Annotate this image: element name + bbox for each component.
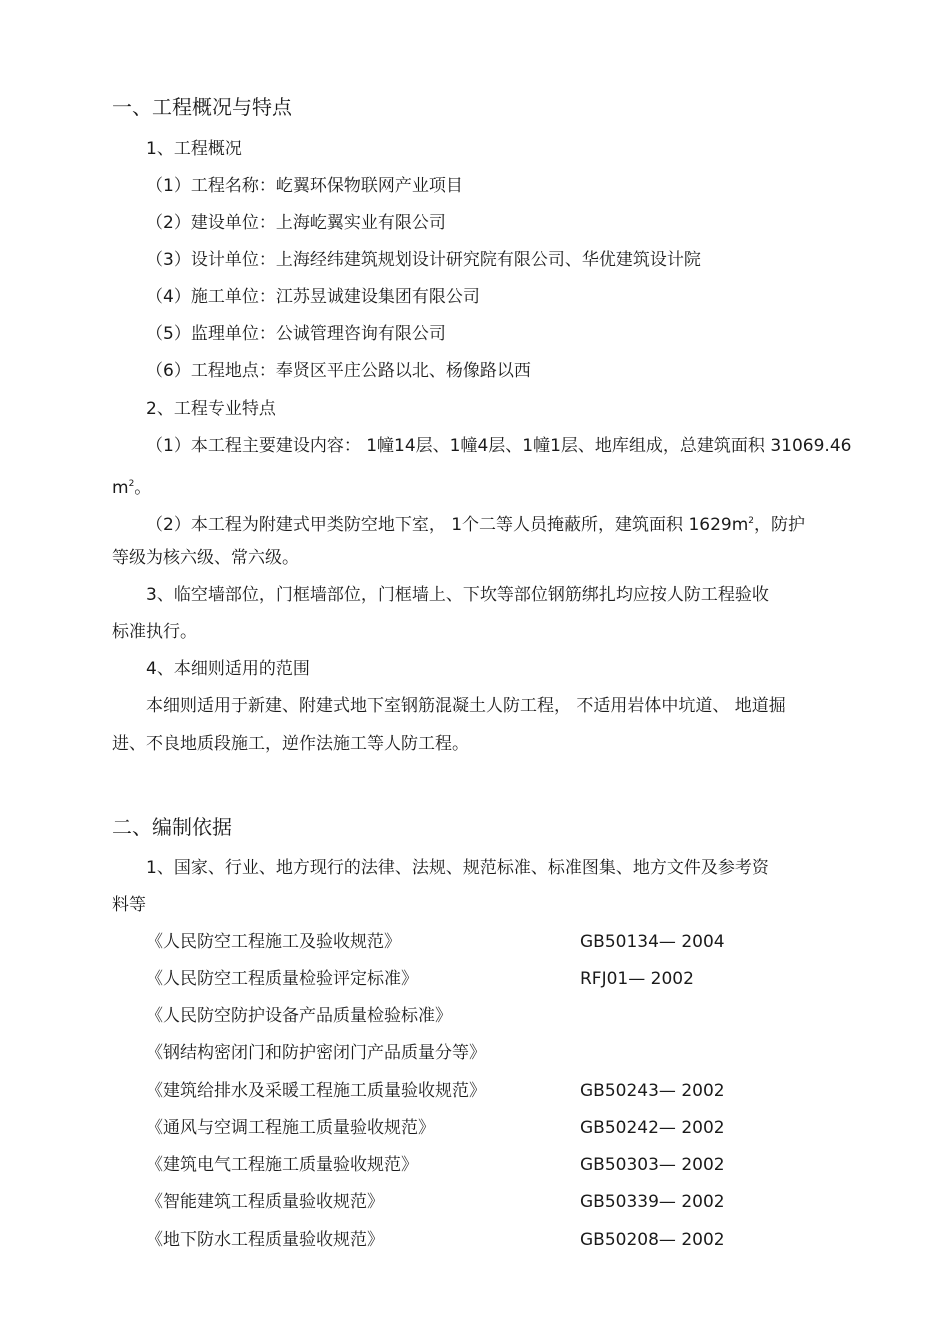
standard-code: GB50134— 2004 bbox=[580, 932, 725, 952]
area-unit-superscript: 2 bbox=[128, 479, 135, 489]
shelter-paragraph-line-1 bbox=[146, 510, 805, 536]
shelter-text-end: ，防护 bbox=[754, 515, 805, 535]
standard-name: 《通风与空调工程施工质量验收规范》 bbox=[146, 1118, 435, 1138]
subsection-3-line-2: 标准执行。 bbox=[112, 622, 197, 642]
section-1-title: 一、工程概况与特点 bbox=[112, 95, 292, 119]
standard-code: GB50303— 2002 bbox=[580, 1155, 725, 1175]
scope-paragraph-line-2: 进、不良地质段施工，逆作法施工等人防工程。 bbox=[112, 734, 469, 754]
section-2-title: 二、编制依据 bbox=[112, 815, 232, 839]
standard-name: 《人民防空工程施工及验收规范》 bbox=[146, 932, 401, 952]
contractor-line: （4）施工单位：江苏昱诚建设集团有限公司 bbox=[146, 287, 480, 307]
builder-line: （2）建设单位：上海屹翼实业有限公司 bbox=[146, 213, 446, 233]
project-name-line: （1）工程名称：屹翼环保物联网产业项目 bbox=[146, 176, 463, 196]
shelter-paragraph-line-2: 等级为核六级、常六级。 bbox=[112, 548, 299, 568]
basis-line-1: 1、国家、行业、地方现行的法律、法规、规范标准、标准图集、地方文件及参考资 bbox=[146, 858, 769, 878]
content-paragraph-line-2 bbox=[112, 473, 151, 499]
standard-code: GB50242— 2002 bbox=[580, 1118, 725, 1138]
designer-line: （3）设计单位：上海经纬建筑规划设计研究院有限公司、华优建筑设计院 bbox=[146, 250, 701, 270]
standard-code: GB50339— 2002 bbox=[580, 1192, 725, 1212]
location-line: （6）工程地点：奉贤区平庄公路以北、杨像路以西 bbox=[146, 361, 531, 381]
area-unit: m bbox=[112, 478, 129, 498]
subsection-4-heading: 4、本细则适用的范围 bbox=[146, 659, 310, 679]
area-unit-superscript: 2 bbox=[748, 516, 754, 526]
basis-line-2: 料等 bbox=[112, 895, 146, 915]
standard-code: RFJ01— 2002 bbox=[580, 969, 694, 989]
paragraph-end: 。 bbox=[134, 478, 152, 498]
subsection-1-heading: 1、工程概况 bbox=[146, 139, 242, 159]
standard-name: 《钢结构密闭门和防护密闭门产品质量分等》 bbox=[146, 1043, 486, 1063]
subsection-2-heading: 2、工程专业特点 bbox=[146, 399, 276, 419]
standard-name: 《地下防水工程质量验收规范》 bbox=[146, 1230, 384, 1250]
scope-paragraph-line-1: 本细则适用于新建、附建式地下室钢筋混凝土人防工程， 不适用岩体中坑道、 地道掘 bbox=[146, 696, 786, 716]
supervisor-line: （5）监理单位：公诚管理咨询有限公司 bbox=[146, 324, 446, 344]
standard-name: 《建筑电气工程施工质量验收规范》 bbox=[146, 1155, 418, 1175]
shelter-text: （2）本工程为附建式甲类防空地下室， 1个二等人员掩蔽所，建筑面积 1629m bbox=[146, 515, 749, 535]
standard-name: 《智能建筑工程质量验收规范》 bbox=[146, 1192, 384, 1212]
standard-name: 《建筑给排水及采暖工程施工质量验收规范》 bbox=[146, 1081, 486, 1101]
standard-code: GB50243— 2002 bbox=[580, 1081, 725, 1101]
content-paragraph-line-1: （1）本工程主要建设内容： 1幢14层、1幢4层、1幢1层、地库组成，总建筑面积 31069.46 bbox=[146, 436, 852, 456]
subsection-3-line-1: 3、临空墙部位，门框墙部位，门框墙上、下坎等部位钢筋绑扎均应按人防工程验收 bbox=[146, 585, 769, 605]
standard-name: 《人民防空工程质量检验评定标准》 bbox=[146, 969, 418, 989]
standard-name: 《人民防空防护设备产品质量检验标准》 bbox=[146, 1006, 452, 1026]
standard-code: GB50208— 2002 bbox=[580, 1230, 725, 1250]
